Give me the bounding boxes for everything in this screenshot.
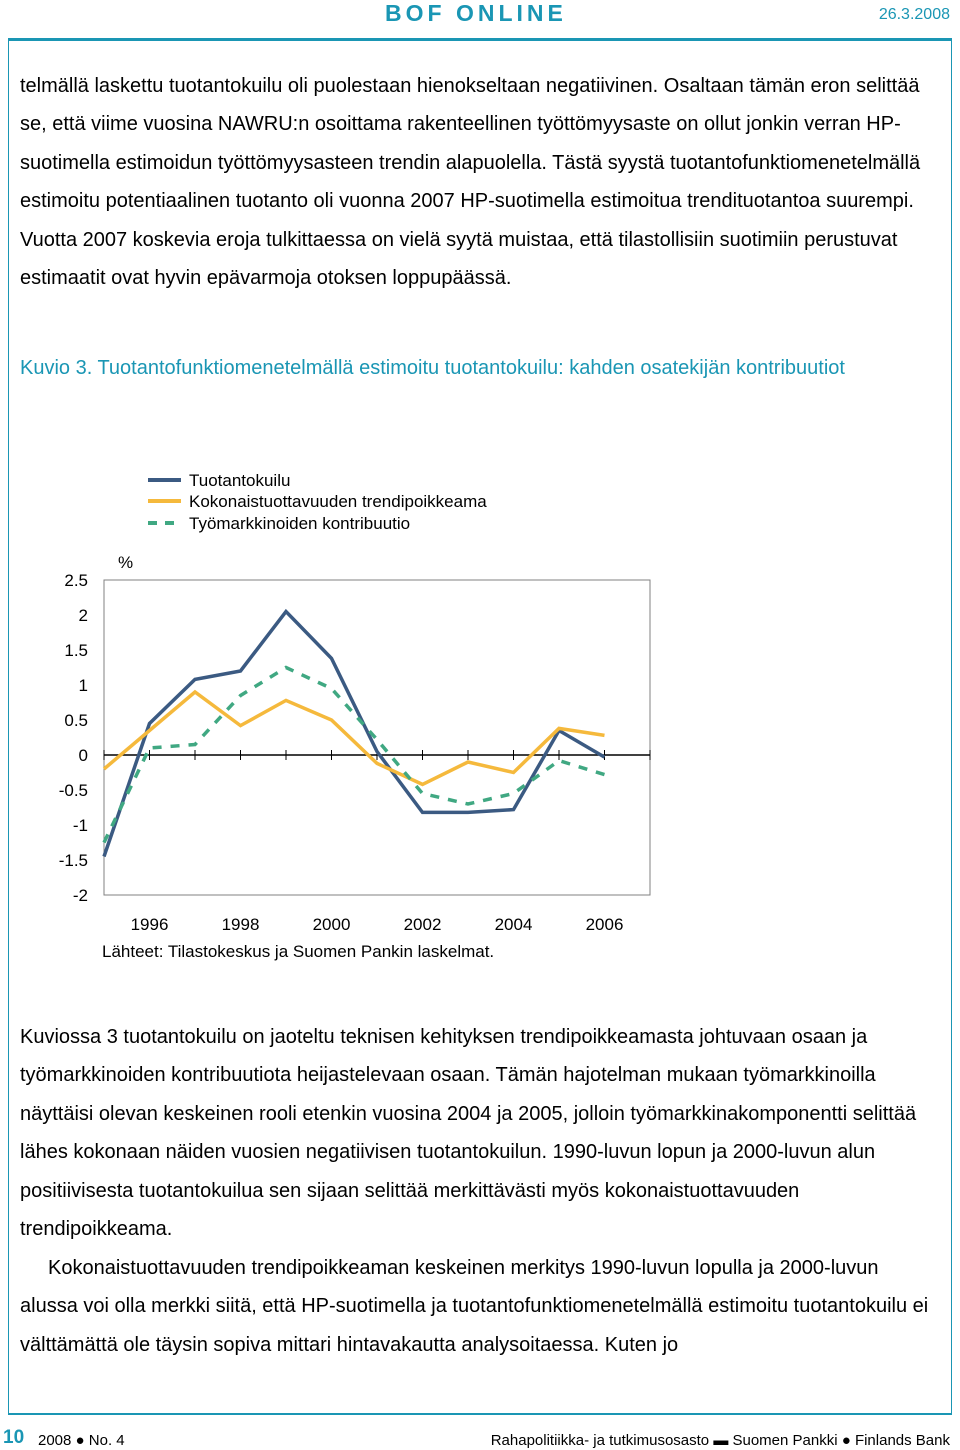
- issue-label: 2008 ● No. 4: [38, 1432, 125, 1449]
- publication-title: BOF ONLINE: [385, 0, 567, 26]
- x-tick-label: 1998: [221, 915, 260, 934]
- x-tick-label: 1996: [130, 915, 169, 934]
- output-gap-chart: [0, 440, 960, 980]
- y-tick-label: 2.5: [64, 571, 88, 590]
- publication-date: 26.3.2008: [878, 6, 950, 23]
- legend-label-2: Työmarkkinoiden kontribuutio: [189, 514, 411, 533]
- body-paragraph-2: Kuviossa 3 tuotantokuilu on jaoteltu teknisen kehityksen trendipoikkeamasta johtuvaan osaan ja työmarkkinoiden kontribuutiota heijastelevaan osaan. Tämän hajotelman mukaan työmarkkinoilla näyttäisi olevan keskeinen rooli etenkin vuosina 2004 ja 2005, jolloin työmarkkinakomponentti selittää lähes kokonaan näiden vuosien negatiivisen tuotantokuilun. 1990-luvun lopun ja 2000-luvun alun positiivisesta tuotantokuilua sen sijaan selittää merkittävästi myös kokonaistuottavuuden trendipoikkeama.: [20, 1026, 917, 1241]
- y-tick-label: 0.5: [64, 711, 88, 730]
- footer-rule: [8, 1413, 952, 1415]
- y-tick-label: 1: [78, 676, 88, 695]
- body-paragraph-1: telmällä laskettu tuotantokuilu oli puolestaan hienokseltaan negatiivinen. Osaltaan tämän eron selittää se, että viime vuosina NAWRU:n osoittama rakenteellinen työttömyysaste on ollut jonkin verran HP-suotimella estimoidun työttömyysasteen trendin alapuolella. Tästä syystä tuotantofunktiomenetelmällä estimoitu potentiaalinen tuotanto oli vuonna 2007 HP-suotimella estimoitua trendituotantoa suurempi. Vuotta 2007 koskevia eroja tulkittaessa on vielä syytä muistaa, että tilastollisiin suotimiin perustuvat estimaatit ovat hyvin epävarmoja otoksen loppupäässä.: [20, 75, 921, 290]
- y-tick-label: 0: [78, 746, 88, 765]
- y-tick-label: 2: [78, 606, 88, 625]
- x-tick-label: 2000: [312, 915, 351, 934]
- x-tick-label: 2006: [585, 915, 624, 934]
- chart-source-note: Lähteet: Tilastokeskus ja Suomen Pankin laskelmat.: [102, 942, 495, 961]
- series-line-0: [104, 612, 605, 857]
- legend-label-0: Tuotantokuilu: [189, 471, 291, 490]
- y-tick-label: -0.5: [58, 781, 88, 800]
- x-tick-label: 2004: [494, 915, 533, 934]
- legend-label-1: Kokonaistuottavuuden trendipoikkeama: [189, 492, 487, 511]
- y-tick-label: -2: [72, 886, 88, 905]
- y-tick-label: 1.5: [64, 641, 88, 660]
- plot-area: [59, 571, 650, 934]
- header-rule: [8, 38, 952, 41]
- y-tick-label: -1: [72, 816, 88, 835]
- chart-legend: [148, 471, 487, 533]
- figure-caption: Kuvio 3. Tuotantofunktiomenetelmällä estimoitu tuotantokuilu: kahden osatekijän kontribuutiot: [20, 357, 845, 379]
- y-tick-label: -1.5: [58, 851, 88, 870]
- y-axis-unit: %: [118, 553, 134, 572]
- page-number: 10: [3, 1427, 25, 1448]
- organization-label: Rahapolitiikka- ja tutkimusosasto ▬ Suomen Pankki ● Finlands Bank: [490, 1432, 950, 1449]
- body-paragraph-3: Kokonaistuottavuuden trendipoikkeaman keskeinen merkitys 1990-luvun lopulla ja 2000-luvun alussa voi olla merkki siitä, että HP-suotimella ja tuotantofunktiomenetelmällä estimoitu tuotantokuilu ei välttämättä ole täysin sopiva mittari hintavakautta analysoitaessa. Kuten jo: [20, 1257, 929, 1356]
- x-tick-label: 2002: [403, 915, 442, 934]
